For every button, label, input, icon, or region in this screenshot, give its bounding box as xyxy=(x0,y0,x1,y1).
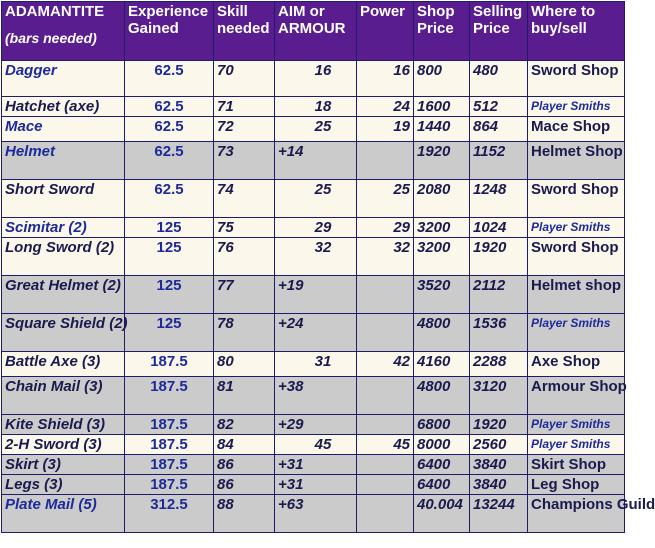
shop-price-cell: 40.004 xyxy=(414,495,470,533)
experience-cell: 125 xyxy=(125,314,214,352)
col-header-selling-price: Selling Price xyxy=(470,2,528,61)
where-cell: Player Smiths xyxy=(528,218,625,238)
item-name-cell: Battle Axe (3) xyxy=(2,352,125,377)
where-cell: Sword Shop xyxy=(528,180,625,218)
experience-cell: 187.5 xyxy=(125,455,214,475)
col-header-where: Where to buy/sell xyxy=(528,2,625,61)
shop-price-cell: 8000 xyxy=(414,435,470,455)
shop-price-cell: 4800 xyxy=(414,377,470,415)
shop-price-cell: 800 xyxy=(414,61,470,97)
adamantite-table xyxy=(1,1,655,533)
table-row xyxy=(2,435,625,455)
experience-cell: 187.5 xyxy=(125,475,214,495)
selling-price-cell: 3840 xyxy=(470,475,528,495)
aim-armour-cell: 29 xyxy=(275,218,357,238)
skill-cell: 75 xyxy=(214,218,275,238)
skill-cell: 82 xyxy=(214,415,275,435)
item-name-cell: Long Sword (2) xyxy=(2,238,125,276)
shop-price-cell: 6400 xyxy=(414,455,470,475)
shop-price-cell: 3520 xyxy=(414,276,470,314)
experience-cell: 187.5 xyxy=(125,415,214,435)
power-cell: 19 xyxy=(357,117,414,142)
col-header-name-sub: (bars needed) xyxy=(5,30,97,46)
power-cell xyxy=(357,377,414,415)
skill-cell: 70 xyxy=(214,61,275,97)
selling-price-cell: 864 xyxy=(470,117,528,142)
skill-cell: 78 xyxy=(214,314,275,352)
where-cell: Skirt Shop xyxy=(528,455,625,475)
item-name-cell: Dagger xyxy=(2,61,125,97)
table-row xyxy=(2,142,625,180)
where-cell: Axe Shop xyxy=(528,352,625,377)
shop-price-cell: 2080 xyxy=(414,180,470,218)
where-cell: Champions Guild xyxy=(528,495,625,533)
skill-cell: 74 xyxy=(214,180,275,218)
power-cell: 25 xyxy=(357,180,414,218)
col-header-power: Power xyxy=(357,2,414,61)
item-name-cell: Great Helmet (2) xyxy=(2,276,125,314)
selling-price-cell: 1920 xyxy=(470,238,528,276)
item-name-cell: Kite Shield (3) xyxy=(2,415,125,435)
skill-cell: 77 xyxy=(214,276,275,314)
skill-cell: 76 xyxy=(214,238,275,276)
experience-cell: 62.5 xyxy=(125,97,214,117)
item-name-cell: Short Sword xyxy=(2,180,125,218)
where-cell: Helmet shop xyxy=(528,276,625,314)
where-cell: Player Smiths xyxy=(528,415,625,435)
shop-price-cell: 4160 xyxy=(414,352,470,377)
table-row xyxy=(2,352,625,377)
power-cell: 16 xyxy=(357,61,414,97)
table-row xyxy=(2,218,625,238)
selling-price-cell: 2112 xyxy=(470,276,528,314)
item-name-cell: Scimitar (2) xyxy=(2,218,125,238)
aim-armour-cell: 32 xyxy=(275,238,357,276)
experience-cell: 125 xyxy=(125,238,214,276)
col-header-skill: Skill needed xyxy=(214,2,275,61)
aim-armour-cell: +31 xyxy=(275,475,357,495)
aim-armour-cell: +63 xyxy=(275,495,357,533)
selling-price-cell: 13244 xyxy=(470,495,528,533)
col-header-aim: AIM or ARMOUR xyxy=(275,2,357,61)
item-name-cell: Square Shield (2) xyxy=(2,314,125,352)
aim-armour-cell: +14 xyxy=(275,142,357,180)
skill-cell: 81 xyxy=(214,377,275,415)
table-row xyxy=(2,238,625,276)
selling-price-cell: 1920 xyxy=(470,415,528,435)
power-cell xyxy=(357,415,414,435)
where-cell: Mace Shop xyxy=(528,117,625,142)
shop-price-cell: 6800 xyxy=(414,415,470,435)
table-row xyxy=(2,276,625,314)
selling-price-cell: 3120 xyxy=(470,377,528,415)
where-cell: Leg Shop xyxy=(528,475,625,495)
shop-price-cell: 6400 xyxy=(414,475,470,495)
power-cell: 45 xyxy=(357,435,414,455)
item-name-cell: Plate Mail (5) xyxy=(2,495,125,533)
col-header-name xyxy=(2,2,125,61)
aim-armour-cell: +29 xyxy=(275,415,357,435)
skill-cell: 84 xyxy=(214,435,275,455)
aim-armour-cell: +24 xyxy=(275,314,357,352)
power-cell xyxy=(357,142,414,180)
power-cell xyxy=(357,276,414,314)
table-body xyxy=(2,61,655,533)
where-cell: Helmet Shop xyxy=(528,142,625,180)
experience-cell: 187.5 xyxy=(125,377,214,415)
power-cell xyxy=(357,314,414,352)
selling-price-cell: 3840 xyxy=(470,455,528,475)
shop-price-cell: 3200 xyxy=(414,238,470,276)
aim-armour-cell: +38 xyxy=(275,377,357,415)
experience-cell: 62.5 xyxy=(125,61,214,97)
aim-armour-cell: 25 xyxy=(275,180,357,218)
table-row xyxy=(2,495,625,533)
where-cell: Player Smiths xyxy=(528,435,625,455)
table-row xyxy=(2,455,625,475)
skill-cell: 71 xyxy=(214,97,275,117)
power-cell: 24 xyxy=(357,97,414,117)
aim-armour-cell: 31 xyxy=(275,352,357,377)
selling-price-cell: 2288 xyxy=(470,352,528,377)
experience-cell: 62.5 xyxy=(125,180,214,218)
where-cell: Player Smiths xyxy=(528,314,625,352)
power-cell: 42 xyxy=(357,352,414,377)
table-row xyxy=(2,415,625,435)
table-row xyxy=(2,117,625,142)
experience-cell: 125 xyxy=(125,218,214,238)
where-cell: Armour Shop xyxy=(528,377,625,415)
power-cell xyxy=(357,495,414,533)
aim-armour-cell: 25 xyxy=(275,117,357,142)
header-row xyxy=(2,2,625,61)
table-row xyxy=(2,180,625,218)
item-name-cell: 2-H Sword (3) xyxy=(2,435,125,455)
experience-cell: 312.5 xyxy=(125,495,214,533)
aim-armour-cell: 16 xyxy=(275,61,357,97)
skill-cell: 86 xyxy=(214,455,275,475)
item-name-cell: Legs (3) xyxy=(2,475,125,495)
where-cell: Player Smiths xyxy=(528,97,625,117)
selling-price-cell: 480 xyxy=(470,61,528,97)
skill-cell: 86 xyxy=(214,475,275,495)
shop-price-cell: 1440 xyxy=(414,117,470,142)
item-name-cell: Helmet xyxy=(2,142,125,180)
table-row xyxy=(2,377,625,415)
table-row xyxy=(2,314,625,352)
aim-armour-cell: 45 xyxy=(275,435,357,455)
selling-price-cell: 1152 xyxy=(470,142,528,180)
shop-price-cell: 1600 xyxy=(414,97,470,117)
skill-cell: 73 xyxy=(214,142,275,180)
item-name-cell: Mace xyxy=(2,117,125,142)
where-cell: Sword Shop xyxy=(528,238,625,276)
table-row xyxy=(2,61,625,97)
table-row xyxy=(2,475,625,495)
item-name-cell: Skirt (3) xyxy=(2,455,125,475)
selling-price-cell: 1024 xyxy=(470,218,528,238)
aim-armour-cell: +31 xyxy=(275,455,357,475)
selling-price-cell: 1248 xyxy=(470,180,528,218)
item-name-cell: Chain Mail (3) xyxy=(2,377,125,415)
experience-cell: 62.5 xyxy=(125,142,214,180)
table-row xyxy=(2,97,625,117)
experience-cell: 187.5 xyxy=(125,435,214,455)
power-cell: 29 xyxy=(357,218,414,238)
skill-cell: 80 xyxy=(214,352,275,377)
shop-price-cell: 1920 xyxy=(414,142,470,180)
power-cell xyxy=(357,455,414,475)
power-cell xyxy=(357,475,414,495)
skill-cell: 88 xyxy=(214,495,275,533)
power-cell: 32 xyxy=(357,238,414,276)
col-header-shop-price: Shop Price xyxy=(414,2,470,61)
where-cell: Sword Shop xyxy=(528,61,625,97)
selling-price-cell: 512 xyxy=(470,97,528,117)
col-header-name-label: ADAMANTITE xyxy=(5,3,105,20)
col-header-experience: Experience Gained xyxy=(125,2,214,61)
experience-cell: 187.5 xyxy=(125,352,214,377)
selling-price-cell: 1536 xyxy=(470,314,528,352)
experience-cell: 62.5 xyxy=(125,117,214,142)
experience-cell: 125 xyxy=(125,276,214,314)
skill-cell: 72 xyxy=(214,117,275,142)
selling-price-cell: 2560 xyxy=(470,435,528,455)
shop-price-cell: 3200 xyxy=(414,218,470,238)
aim-armour-cell: +19 xyxy=(275,276,357,314)
shop-price-cell: 4800 xyxy=(414,314,470,352)
aim-armour-cell: 18 xyxy=(275,97,357,117)
item-name-cell: Hatchet (axe) xyxy=(2,97,125,117)
